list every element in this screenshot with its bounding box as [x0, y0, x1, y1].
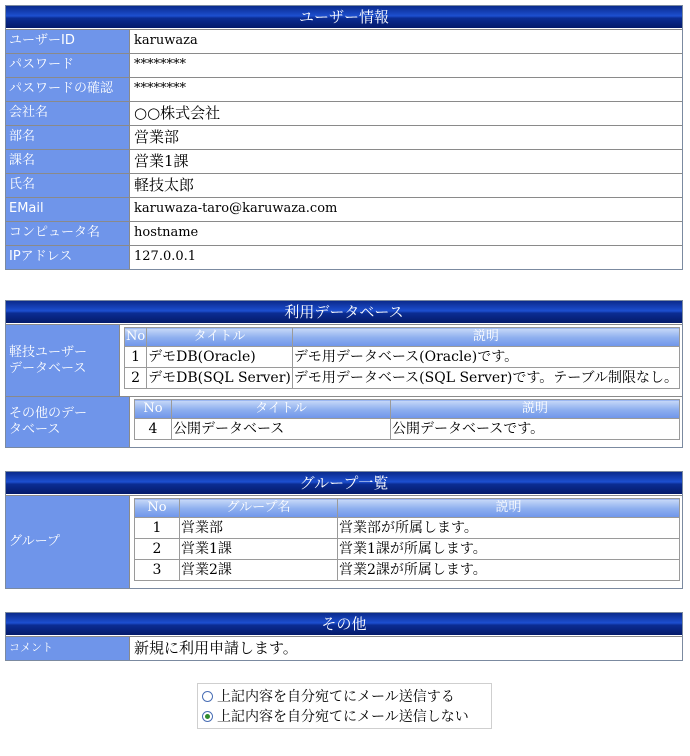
user-db-section [6, 324, 682, 396]
user-id-label: ユーザーID [6, 30, 130, 53]
row-title: デモDB(Oracle) [147, 347, 293, 368]
division-row [6, 125, 682, 149]
groups-label: グループ [6, 496, 130, 588]
table-row[interactable] [135, 419, 680, 440]
row-no: 1 [124, 347, 146, 368]
section-row [6, 149, 682, 173]
mail-send-label[interactable]: 上記内容を自分宛てにメール送信する [217, 689, 455, 705]
col-no: No [135, 499, 180, 518]
password-confirm-row [6, 77, 682, 101]
groups-title: グループ一覧 [6, 472, 682, 495]
computer-name-value: hostname [134, 225, 199, 240]
row-no: 4 [135, 419, 172, 440]
other-db-table [134, 399, 680, 440]
row-title: 公開データベース [172, 419, 391, 440]
ip-address-label: IPアドレス [6, 246, 130, 269]
col-title: タイトル [172, 400, 391, 419]
row-description: 営業部が所属します。 [338, 518, 680, 539]
user-db-table [124, 327, 680, 389]
other-panel [5, 612, 683, 661]
password-value: ******** [134, 57, 186, 72]
password-label: パスワード [6, 54, 130, 77]
col-description: 説明 [292, 328, 679, 347]
section-value: 営業1課 [134, 152, 189, 170]
row-group-name: 営業2課 [180, 560, 338, 581]
table-row[interactable] [135, 539, 680, 560]
user-db-label: 軽技ユーザーデータベース [6, 325, 120, 396]
col-no: No [135, 400, 172, 419]
computer-name-label: コンピュータ名 [6, 222, 130, 245]
password-confirm-label: パスワードの確認 [6, 78, 130, 101]
division-value: 営業部 [134, 128, 180, 146]
row-title: デモDB(SQL Server) [147, 368, 293, 389]
table-row[interactable] [124, 368, 679, 389]
row-no: 1 [135, 518, 180, 539]
company-row [6, 101, 682, 125]
row-description: デモ用データベース(SQL Server)です。テーブル制限なし。 [292, 368, 679, 389]
ip-address-value: 127.0.0.1 [134, 249, 197, 264]
mail-send-option[interactable] [202, 686, 487, 706]
row-no: 2 [124, 368, 146, 389]
other-title: その他 [6, 613, 682, 636]
other-db-label: その他のデータベース [6, 397, 130, 447]
other-db-section [6, 396, 682, 447]
company-value: ○○株式会社 [134, 104, 221, 122]
comment-label: コメント [6, 637, 130, 660]
name-value: 軽技太郎 [134, 176, 195, 194]
name-row [6, 173, 682, 197]
table-row[interactable] [124, 347, 679, 368]
comment-row [6, 636, 682, 660]
row-description: 営業1課が所属します。 [338, 539, 680, 560]
section-label: 課名 [6, 150, 130, 173]
row-description: 営業2課が所属します。 [338, 560, 680, 581]
databases-title: 利用データベース [6, 301, 682, 324]
computer-name-row [6, 221, 682, 245]
email-value: karuwaza-taro@karuwaza.com [134, 201, 338, 216]
radio-icon[interactable] [202, 691, 213, 702]
user-id-value: karuwaza [134, 33, 198, 48]
col-group-name: グループ名 [180, 499, 338, 518]
mail-no-send-label[interactable]: 上記内容を自分宛てにメール送信しない [217, 709, 469, 725]
radio-selected-icon[interactable] [202, 711, 213, 722]
user-info-panel [5, 5, 683, 270]
row-description: デモ用データベース(Oracle)です。 [292, 347, 679, 368]
password-confirm-value: ******** [134, 81, 186, 96]
email-label: EMail [6, 198, 130, 221]
comment-value: 新規に利用申請します。 [134, 639, 298, 657]
row-description: 公開データベースです。 [391, 419, 680, 440]
user-id-row [6, 29, 682, 53]
groups-table [134, 498, 680, 581]
row-group-name: 営業1課 [180, 539, 338, 560]
col-title: タイトル [147, 328, 293, 347]
databases-panel [5, 300, 683, 448]
division-label: 部名 [6, 126, 130, 149]
col-description: 説明 [338, 499, 680, 518]
row-group-name: 営業部 [180, 518, 338, 539]
user-info-title: ユーザー情報 [6, 6, 682, 29]
col-no: No [124, 328, 146, 347]
groups-panel [5, 471, 683, 589]
groups-section [6, 495, 682, 588]
table-row[interactable] [135, 560, 680, 581]
company-label: 会社名 [6, 102, 130, 125]
password-row [6, 53, 682, 77]
row-no: 3 [135, 560, 180, 581]
mail-no-send-option[interactable] [202, 706, 487, 726]
email-row [6, 197, 682, 221]
table-row[interactable] [135, 518, 680, 539]
ip-address-row [6, 245, 682, 269]
row-no: 2 [135, 539, 180, 560]
name-label: 氏名 [6, 174, 130, 197]
col-description: 説明 [391, 400, 680, 419]
mail-option-group [197, 683, 492, 729]
